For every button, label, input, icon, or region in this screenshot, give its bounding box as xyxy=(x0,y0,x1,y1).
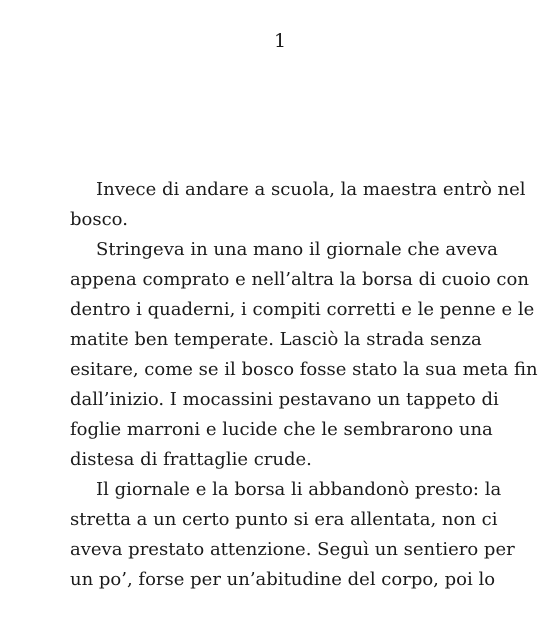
chapter-number: 1 xyxy=(273,30,287,52)
text-line: Stringeva in una mano il giornale che aveva xyxy=(96,239,498,260)
text-line: un po’, forse per un’abitudine del corpo, poi lo xyxy=(70,569,496,590)
paragraph xyxy=(70,235,538,475)
text-line: matite ben temperate. Lasciò la strada senza xyxy=(70,329,482,350)
text-line: Invece di andare a scuola, la maestra entrò nel xyxy=(96,179,526,200)
paragraph xyxy=(70,175,526,235)
text-line: foglie marroni e lucide che le sembrarono una xyxy=(70,419,493,440)
text-line: appena comprato e nell’altra la borsa di cuoio con xyxy=(70,269,529,290)
text-line: aveva prestato attenzione. Seguì un sentiero per xyxy=(70,539,515,560)
text-line: bosco. xyxy=(70,209,128,230)
chapter-body xyxy=(70,175,538,595)
text-line: dentro i quaderni, i compiti corretti e le penne e le xyxy=(70,299,535,320)
text-line: stretta a un certo punto si era allentata, non ci xyxy=(70,509,498,530)
text-line: distesa di frattaglie crude. xyxy=(70,449,312,470)
paragraph xyxy=(70,475,514,595)
text-line: dall’inizio. I mocassini pestavano un tappeto di xyxy=(70,389,499,410)
text-line: Il giornale e la borsa li abbandonò presto: la xyxy=(96,479,502,500)
text-line: esitare, come se il bosco fosse stato la sua meta fin xyxy=(70,359,538,380)
